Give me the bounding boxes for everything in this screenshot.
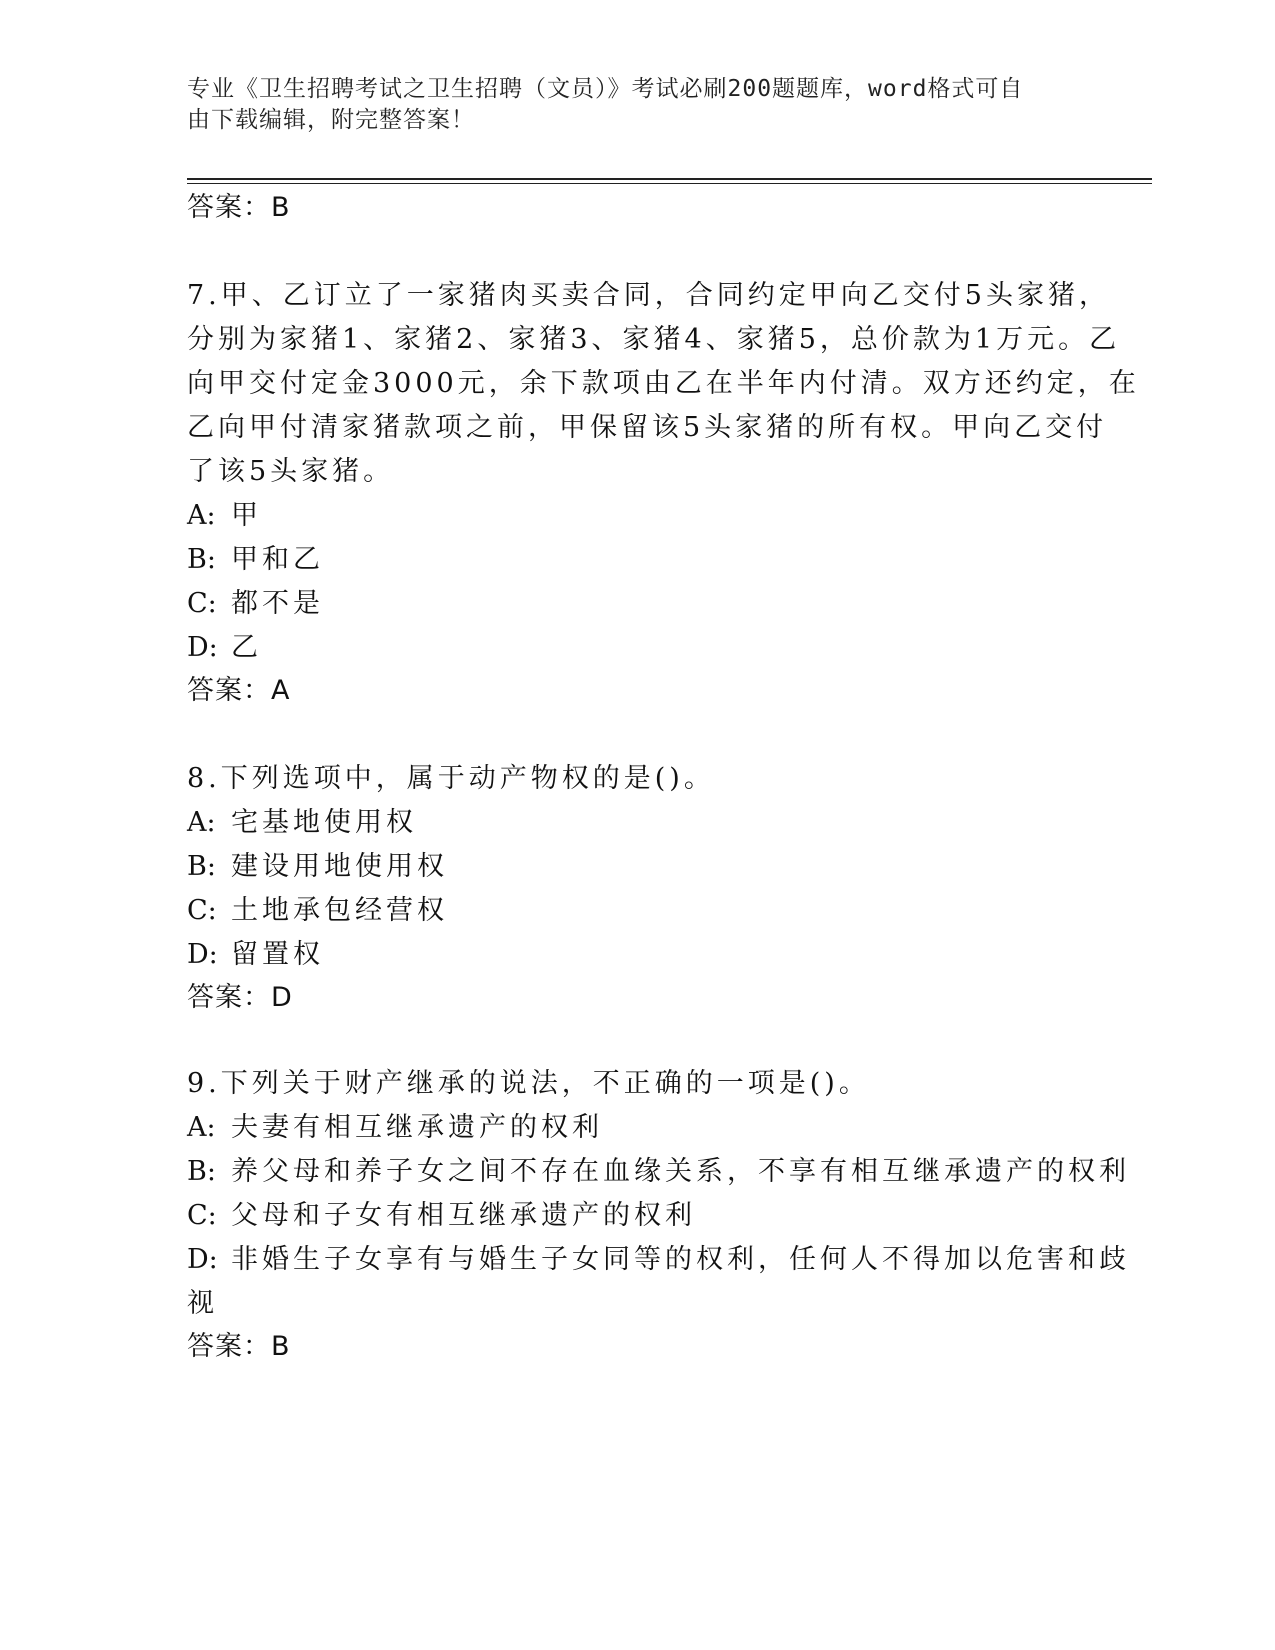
header-divider-thin (187, 183, 1152, 184)
q9-option-d-continuation: 视 (187, 1288, 218, 1319)
q7-stem-line-2: 分别为家猪1、家猪2、家猪3、家猪4、家猪5，总价款为1万元。乙 (187, 324, 1121, 355)
option-text: 甲 (231, 500, 262, 531)
q8-option-d (187, 938, 324, 972)
option-label: D: (187, 1244, 218, 1275)
q7-stem-line-3: 向甲交付定金3000元，余下款项由乙在半年内付清。双方还约定，在 (187, 368, 1140, 399)
option-label: D: (187, 632, 218, 663)
q9-option-a (187, 1111, 603, 1145)
option-text: 夫妻有相互继承遗产的权利 (231, 1112, 603, 1143)
q7-stem-line-4: 乙向甲付清家猪款项之前，甲保留该5头家猪的所有权。甲向乙交付 (187, 412, 1108, 443)
option-text: 父母和子女有相互继承遗产的权利 (231, 1200, 696, 1231)
q7-option-c (187, 587, 324, 621)
option-label: B: (187, 851, 216, 882)
q8-option-c (187, 894, 448, 928)
option-label: B: (187, 1156, 216, 1187)
option-label: A: (187, 1112, 216, 1143)
q9-option-b (187, 1155, 1130, 1189)
option-text: 宅基地使用权 (231, 807, 417, 838)
document-header (187, 74, 1067, 136)
option-text: 都不是 (231, 588, 324, 619)
option-text: 养父母和养子女之间不存在血缘关系，不享有相互继承遗产的权利 (231, 1156, 1130, 1187)
header-divider-thick (187, 178, 1152, 180)
header-line-2: 由下载编辑，附完整答案！ (187, 107, 475, 133)
option-text: 建设用地使用权 (231, 851, 448, 882)
q7-option-b (187, 543, 324, 577)
answer-q7: 答案：A (187, 675, 291, 706)
option-label: D: (187, 939, 218, 970)
q7-stem-line-5: 了该5头家猪。 (187, 456, 395, 487)
option-label: A: (187, 807, 216, 838)
q9-option-c (187, 1199, 696, 1233)
option-label: C: (187, 588, 217, 619)
option-text: 留置权 (231, 939, 324, 970)
answer-q8: 答案：D (187, 982, 293, 1013)
option-label: C: (187, 895, 217, 926)
option-text: 甲和乙 (231, 544, 324, 575)
option-label: B: (187, 544, 216, 575)
option-text: 土地承包经营权 (231, 895, 448, 926)
q9-option-d (187, 1243, 1130, 1277)
option-text: 乙 (231, 632, 262, 663)
answer-q9: 答案：B (187, 1331, 291, 1362)
header-line-1: 专业《卫生招聘考试之卫生招聘（文员）》考试必刷200题题库，word格式可自 (187, 76, 1024, 102)
q7-option-a (187, 499, 262, 533)
answer-q6: 答案：B (187, 192, 291, 223)
q7-stem-line-1: 7.甲、乙订立了一家猪肉买卖合同，合同约定甲向乙交付5头家猪， (187, 280, 1110, 311)
q8-stem: 8.下列选项中，属于动产物权的是()。 (187, 763, 715, 794)
q7-option-d (187, 631, 262, 665)
option-label: C: (187, 1200, 217, 1231)
option-text: 非婚生子女享有与婚生子女同等的权利，任何人不得加以危害和歧 (231, 1244, 1130, 1275)
q8-option-b (187, 850, 448, 884)
option-label: A: (187, 500, 216, 531)
q8-option-a (187, 806, 417, 840)
q9-stem: 9.下列关于财产继承的说法，不正确的一项是()。 (187, 1068, 870, 1099)
